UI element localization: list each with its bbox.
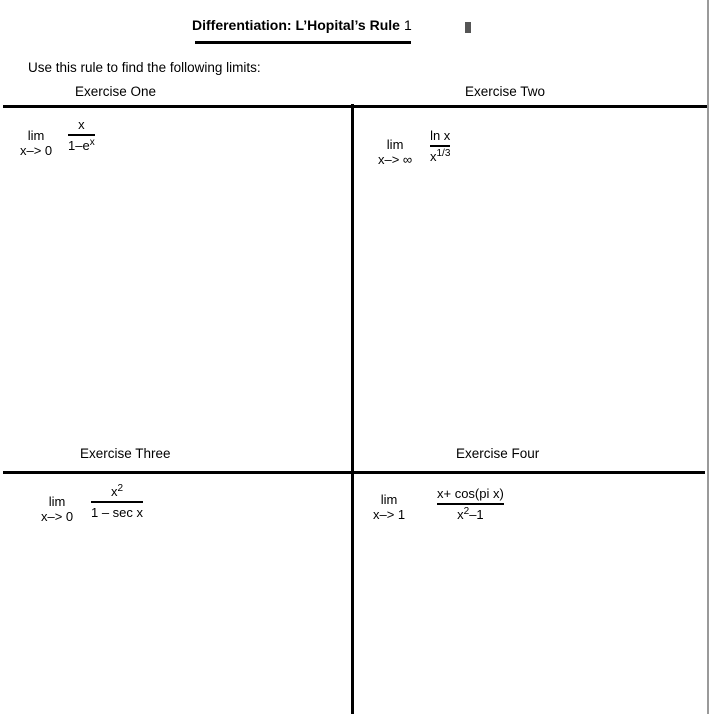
exercise-four-fraction <box>437 486 504 522</box>
fraction-bar <box>91 501 143 503</box>
exercise-two-limit <box>378 137 412 167</box>
lim-label: lim <box>386 137 404 152</box>
numerator: $x^2$ <box>110 483 124 499</box>
exercise-one-fraction <box>68 117 95 153</box>
lim-label: lim <box>380 492 398 507</box>
denominator: $x^{1/3}$ <box>430 147 451 164</box>
lim-label: lim <box>48 494 66 509</box>
numerator: ln x <box>430 128 451 143</box>
numerator: x <box>78 117 85 132</box>
middle-divider <box>3 471 705 474</box>
top-divider <box>3 105 709 108</box>
exercise-two-fraction <box>430 128 450 164</box>
title-underline <box>195 41 411 44</box>
exercise-three-fraction <box>91 484 143 520</box>
approach-label: x–> ∞ <box>378 152 413 167</box>
exercise-one-limit <box>20 128 52 158</box>
exercise-three-limit <box>41 494 73 524</box>
lim-label: lim <box>27 128 45 143</box>
fraction-bar <box>430 145 450 147</box>
vertical-divider <box>351 104 354 714</box>
denominator: $1-e^x$ <box>68 136 95 153</box>
denominator: 1 – sec x <box>91 504 144 520</box>
page-edge <box>707 0 709 714</box>
numerator: x+ cos(pi x) <box>437 486 504 501</box>
exercise-two-heading: Exercise Two <box>465 84 546 99</box>
exercise-four-heading: Exercise Four <box>456 446 540 461</box>
page-title <box>192 17 412 33</box>
denominator: $x^2-1$ <box>457 505 484 522</box>
title-number: 1 <box>403 17 412 33</box>
fraction-bar <box>437 503 504 505</box>
exercise-three-heading: Exercise Three <box>80 446 171 461</box>
approach-label: x–> 0 <box>20 143 53 158</box>
exercise-one-heading: Exercise One <box>75 84 157 99</box>
fraction-bar <box>68 134 95 136</box>
instructions-text: Use this rule to find the following limits: <box>28 60 261 75</box>
exercise-four-limit <box>373 492 405 522</box>
approach-label: x–> 0 <box>41 509 74 524</box>
approach-label: x–> 1 <box>373 507 406 522</box>
title-text: Differentiation: L’Hopital’s Rule <box>192 17 400 33</box>
page-marker-icon <box>465 22 471 33</box>
